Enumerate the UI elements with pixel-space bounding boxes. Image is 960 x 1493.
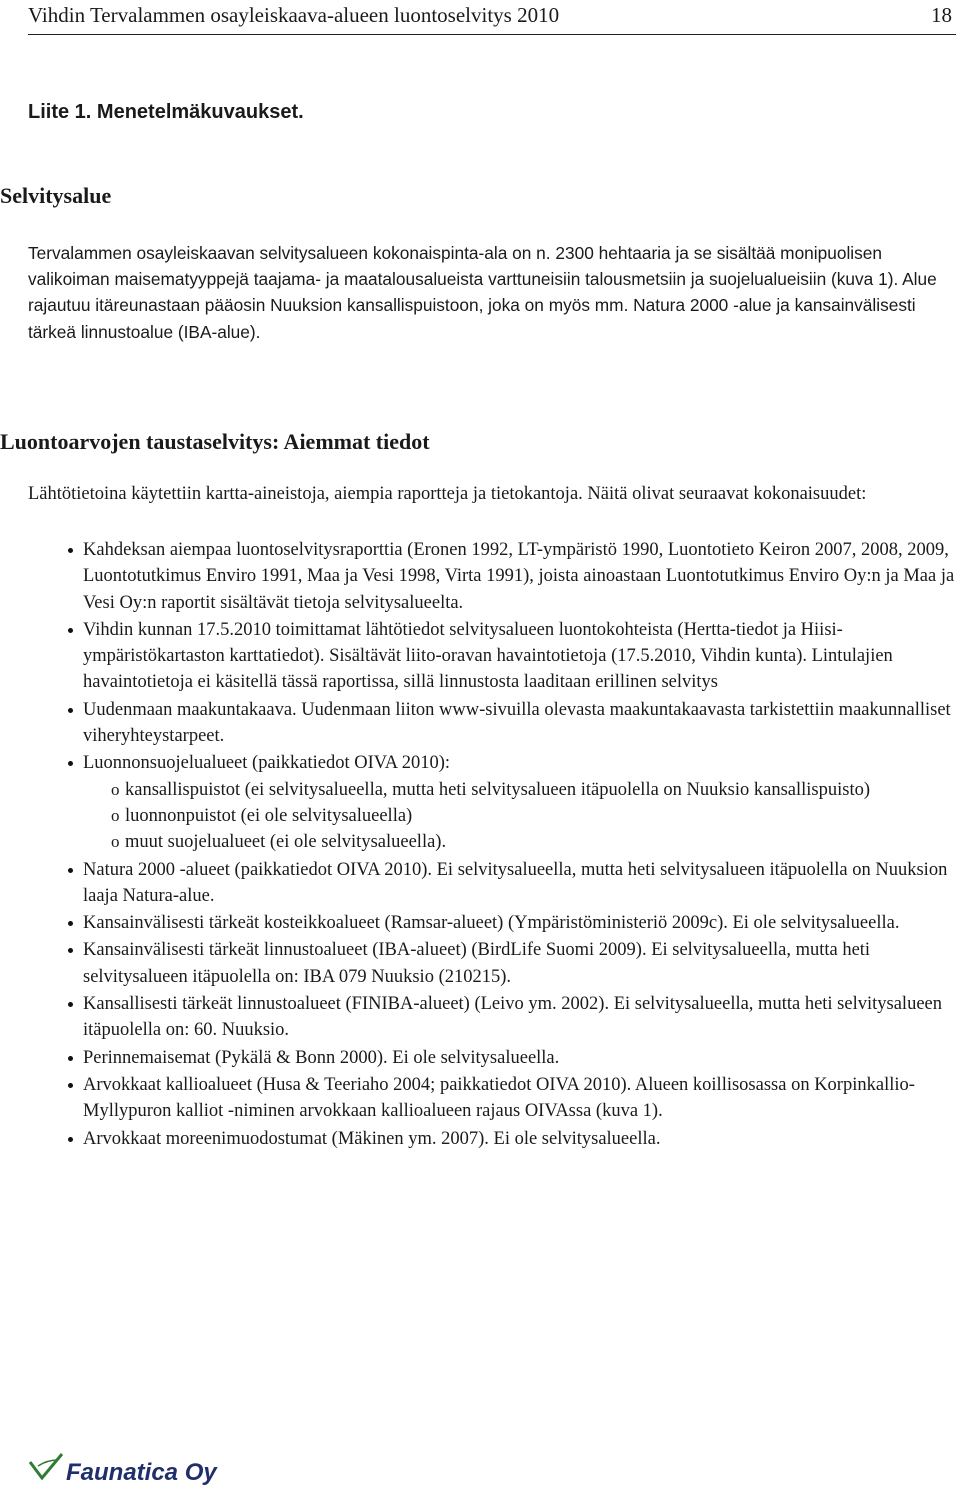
bullet-icon [68,1002,73,1007]
circle-bullet-icon: o [111,832,120,852]
list-item: Kansallisesti tärkeät linnustoalueet (FINIBA-alueet) (Leivo ym. 2002). Ei selvitysalueella, mutta heti selvitysalueen itäpuolella on: 60. Nuuksio. [0,991,959,1044]
appendix-title: Liite 1. Menetelmäkuvaukset. [28,101,304,123]
bullet-icon [68,1137,73,1142]
list-item: Perinnemaisemat (Pykälä & Bonn 2000). Ei ole selvitysalueella. [0,1045,959,1071]
sublist [83,777,959,856]
bullet-icon [68,921,73,926]
bullet-icon [68,1056,73,1061]
page-header [28,0,956,35]
faunatica-logo [28,1448,228,1488]
list-item: Kahdeksan aiempaa luontoselvitysraporttia (Eronen 1992, LT-ympäristö 1990, Luontotieto Keiron 2007, 2008, 2009, Luontotutkimus Enviro 1991, Maa ja Vesi 1998, Virta 1991), joista ainoastaan Luontotutkimus Enviro Oy:n ja Maa ja Vesi Oy:n raportit sisältävät tietoja selvitysalueelta. [0,537,959,616]
selvitysalue-paragraph: Tervalammen osayleiskaavan selvitysalueen kokonaispinta-ala on n. 2300 hehtaaria ja se sisältää monipuolisen valikoiman maisematyyppejä taajama- ja maatalousalueista varttuneisiin talousmetsiin ja suojelualueisiin (kuva 1). Alue rajautuu itäreunastaan pääosin Nuuksion kansallispuistoon, joka on myös mm. Natura 2000 -alue ja kansainvälisesti tärkeä linnustoalue (IBA-alue). [28,243,937,342]
bullet-icon [68,948,73,953]
list-item: Vihdin kunnan 17.5.2010 toimittamat lähtötiedot selvitysalueen luontokohteista (Hertta-tiedot ja Hiisi-ympäristökartaston karttatiedot). Sisältävät liito-oravan havaintotietoja (17.5.2010, Vihdin kunta). Lintulajien havaintotietoja ei käsitellä tässä raportissa, sillä linnustosta laaditaan erillinen selvitys [0,617,959,696]
lahtotiedot-paragraph: Lähtötietoina käytettiin kartta-aineistoja, aiempia raportteja ja tietokantoja. Näitä olivat seuraavat kokonaisuudet: [28,484,867,504]
list-item: Luonnonsuojelualueet (paikkatiedot OIVA 2010): o kansallispuistot (ei selvitysalueella, mutta heti selvitysalueen itäpuolella on Nuuksio kansallispuisto) o luonnonpuistot (ei ole selvitysalueella) o muut suojelualueet (ei ole selvitysalueella). [0,750,959,855]
list-item: Uudenmaan maakuntakaava. Uudenmaan liiton www-sivuilla olevasta maakuntakaavasta tarkistettiin maakunnalliset viheryhteystarpeet. [0,697,959,750]
sublist-item: o kansallispuistot (ei selvitysalueella, mutta heti selvitysalueen itäpuolella on Nuuksio kansallispuisto) [83,777,925,803]
list-item: Arvokkaat moreenimuodostumat (Mäkinen ym. 2007). Ei ole selvitysalueella. [0,1126,959,1152]
circle-bullet-icon: o [111,805,120,825]
sublist-item: o luonnonpuistot (ei ole selvitysalueella) [83,803,925,829]
document-title: Vihdin Tervalammen osayleiskaava-alueen luontoselvitys 2010 [28,3,560,27]
bullet-icon [68,868,73,873]
bullet-icon [68,628,73,633]
bullet-icon [68,761,73,766]
bullet-icon [68,1083,73,1088]
list-item: Kansainvälisesti tärkeät linnustoalueet (IBA-alueet) (BirdLife Suomi 2009). Ei selvitysalueella, mutta heti selvitysalueen itäpuolella on: IBA 079 Nuuksio (210215). [0,937,959,990]
logo-text: Faunatica Oy [66,1459,217,1486]
list-item: Arvokkaat kallioalueet (Husa & Teeriaho 2004; paikkatiedot OIVA 2010). Alueen koillisosassa on Korpinkallio-Myllypuron kalliot -niminen arvokkaan kallioalueen rajaus OIVAssa (kuva 1). [0,1072,959,1125]
page-number: 18 [931,3,952,27]
circle-bullet-icon: o [111,779,120,799]
bird-logo-icon [28,1448,228,1488]
list-item: Natura 2000 -alueet (paikkatiedot OIVA 2010). Ei selvitysalueella, mutta heti selvitysalueen itäpuolella on Nuuksion laaja Natura-alue. [0,857,959,910]
section-heading-luontoarvot: Luontoarvojen taustaselvitys: Aiemmat tiedot [0,429,430,454]
section-heading-selvitysalue: Selvitysalue [0,183,112,208]
bullet-icon [68,548,73,553]
bullet-icon [68,708,73,713]
source-list [0,537,960,1153]
list-item: Kansainvälisesti tärkeät kosteikkoalueet (Ramsar-alueet) (Ympäristöministeriö 2009c). Ei ole selvitysalueella. [0,910,959,936]
sublist-item: o muut suojelualueet (ei ole selvitysalueella). [83,829,925,855]
